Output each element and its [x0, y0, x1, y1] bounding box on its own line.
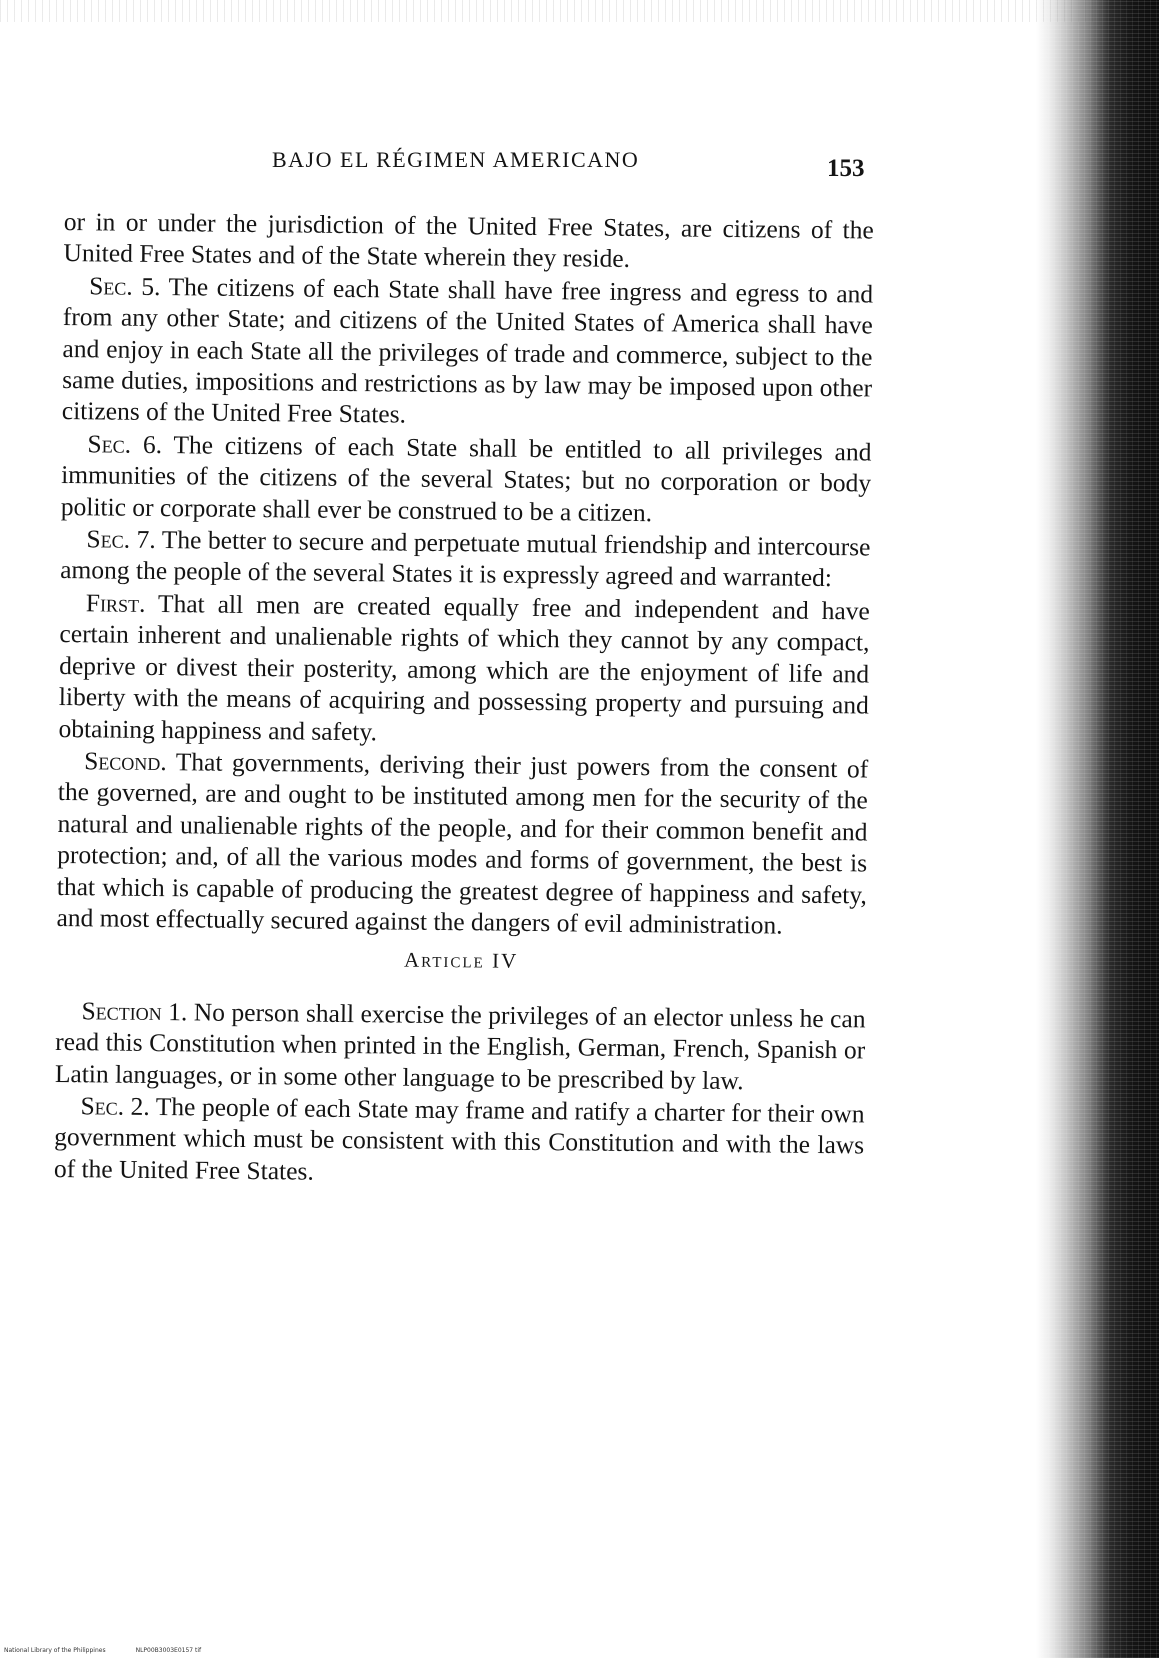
- body-text: [54, 206, 874, 1193]
- paragraph-sec-2: [54, 1090, 865, 1193]
- paragraph-first: [58, 587, 870, 753]
- section-text: The better to secure and perpetuate mutual friendship and intercourse among the people of the several States it is expressly agreed and warranted:: [60, 525, 871, 593]
- section-label: Section 1.: [81, 995, 188, 1027]
- book-binding-shadow: [1036, 0, 1159, 1658]
- binding-texture: [1036, 0, 1159, 1658]
- clause-text: That governments, deriving their just powers from the consent of the governed, are and ought to be instituted among men for the security of the natural and unalienable rights of the people, and for their common benefit and protection; and, of all the various modes and forms of government, the best is that which is capable of producing the greatest degree of happiness and safety, and most effectually secured against the dangers of evil administration.: [56, 747, 869, 940]
- paragraph-sec-7: [60, 523, 871, 594]
- section-label: Sec. 6.: [87, 429, 163, 459]
- scan-footer: [4, 1647, 231, 1654]
- section-text: The citizens of each State shall be entitled to all privileges and immunities of the citizens of the several States; but no corporation or body politic or corporate shall ever be construed to be a citizen.: [60, 429, 872, 527]
- section-label: Sec. 2.: [80, 1091, 150, 1121]
- paragraph-continuation: or in or under the jurisdiction of the United Free States, are citizens of the United Free States and of the State wherein they reside.: [63, 206, 874, 274]
- paragraph-sec-6: [61, 428, 872, 531]
- section-label: Sec. 5.: [89, 271, 161, 301]
- clause-label: Second.: [84, 746, 167, 777]
- running-head: BAJO EL RÉGIMEN AMERICANO: [272, 147, 640, 172]
- paragraph-sec-5: [62, 270, 874, 436]
- scan-noise: [0, 0, 1159, 22]
- page-number: 153: [827, 155, 865, 182]
- footer-library: National Library of the Philippines: [4, 1647, 106, 1654]
- section-text: The people of each State may frame and ratify a charter for their own government which must be consistent with this Constitution and with the laws of the United Free States.: [53, 1091, 865, 1186]
- footer-code: NLP00B3003E0157 tif: [135, 1647, 202, 1654]
- article-heading: Article IV: [403, 947, 519, 974]
- section-text: No person shall exercise the privileges of an elector unless he can read this Constitution when printed in the English, German, French, Spanish or Latin languages, or in some other language to be prescribed by law.: [54, 997, 866, 1095]
- clause-label: First.: [85, 588, 146, 618]
- clause-text: That all men are created equally free and independent and have certain inherent and unalienable rights of which they cannot by any compact, deprive or divest their posterity, among which are the enjoyment of life and liberty with the means of acquiring and possessing property and pursuing and obtaining happiness and safety.: [58, 588, 870, 746]
- section-text: The citizens of each State shall have free ingress and egress to and from any other State; and citizens of the United States of America shall have and enjoy in each State all the privileges of trade and commerce, subject to the same duties, impositions and restrictions as by law may be imposed upon other citizens of the United Free States.: [61, 271, 874, 430]
- section-label: Sec. 7.: [86, 524, 156, 555]
- paragraph-section-1: [55, 995, 866, 1098]
- paragraph-second: [56, 745, 868, 942]
